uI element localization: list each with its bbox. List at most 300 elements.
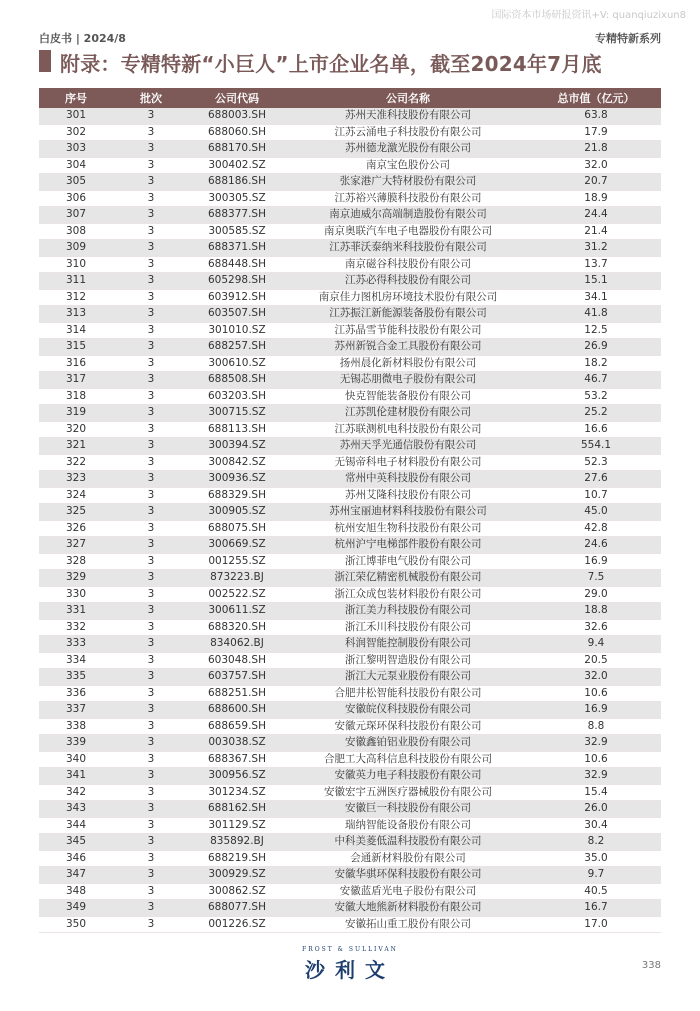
table-row	[39, 190, 661, 207]
cell-code: 688075.SH	[189, 520, 285, 537]
table-row	[39, 636, 661, 653]
cell-company: 常州中英科技股份有限公司	[285, 471, 531, 488]
cell-company: 瑞纳智能设备股份有限公司	[285, 817, 531, 834]
cell-company: 杭州沪宁电梯部件股份有限公司	[285, 537, 531, 554]
cell-batch: 3	[113, 916, 189, 933]
table-row	[39, 702, 661, 719]
cell-market-cap: 27.6	[531, 471, 661, 488]
cell-company: 江苏菲沃泰纳米科技股份有限公司	[285, 240, 531, 257]
cell-company: 合肥工大高科信息科技股份有限公司	[285, 751, 531, 768]
cell-company: 浙江众成包装材料股份有限公司	[285, 586, 531, 603]
table-row	[39, 322, 661, 339]
cell-market-cap: 32.6	[531, 619, 661, 636]
cell-batch: 3	[113, 768, 189, 785]
cell-batch: 3	[113, 454, 189, 471]
cell-batch: 3	[113, 652, 189, 669]
cell-index: 311	[39, 273, 113, 290]
table-row	[39, 751, 661, 768]
cell-batch: 3	[113, 784, 189, 801]
cell-market-cap: 25.2	[531, 405, 661, 422]
cell-batch: 3	[113, 207, 189, 224]
cell-code: 688257.SH	[189, 339, 285, 356]
cell-index: 316	[39, 355, 113, 372]
cell-batch: 3	[113, 520, 189, 537]
cell-batch: 3	[113, 751, 189, 768]
cell-batch: 3	[113, 702, 189, 719]
cell-batch: 3	[113, 256, 189, 273]
cell-market-cap: 10.6	[531, 751, 661, 768]
cell-index: 312	[39, 289, 113, 306]
cell-company: 江苏凯伦建材股份有限公司	[285, 405, 531, 422]
cell-index: 332	[39, 619, 113, 636]
cell-company: 安徽华骐环保科技股份有限公司	[285, 867, 531, 884]
header-doc-info: 白皮书 | 2024/8	[39, 32, 126, 45]
cell-index: 309	[39, 240, 113, 257]
cell-company: 苏州艾隆科技股份有限公司	[285, 487, 531, 504]
cell-code: 688186.SH	[189, 174, 285, 191]
cell-market-cap: 52.3	[531, 454, 661, 471]
cell-index: 337	[39, 702, 113, 719]
table-row	[39, 883, 661, 900]
table-row	[39, 817, 661, 834]
cell-company: 中科美菱低温科技股份有限公司	[285, 834, 531, 851]
cell-index: 342	[39, 784, 113, 801]
table-row	[39, 405, 661, 422]
cell-market-cap: 15.4	[531, 784, 661, 801]
cell-company: 江苏必得科技股份有限公司	[285, 273, 531, 290]
cell-market-cap: 32.0	[531, 157, 661, 174]
cell-company: 江苏联测机电科技股份有限公司	[285, 421, 531, 438]
cell-batch: 3	[113, 570, 189, 587]
cell-company: 无锡帝科电子材料股份有限公司	[285, 454, 531, 471]
table-body	[39, 108, 661, 933]
cell-code: 300585.SZ	[189, 223, 285, 240]
cell-index: 334	[39, 652, 113, 669]
cell-company: 快克智能装备股份有限公司	[285, 388, 531, 405]
cell-market-cap: 7.5	[531, 570, 661, 587]
cell-code: 603507.SH	[189, 306, 285, 323]
cell-code: 300936.SZ	[189, 471, 285, 488]
cell-code: 300611.SZ	[189, 603, 285, 620]
cell-market-cap: 8.2	[531, 834, 661, 851]
cell-market-cap: 31.2	[531, 240, 661, 257]
cell-code: 834062.BJ	[189, 636, 285, 653]
table-row	[39, 339, 661, 356]
table-row	[39, 240, 661, 257]
cell-code: 688371.SH	[189, 240, 285, 257]
cell-company: 南京奥联汽车电子电器股份有限公司	[285, 223, 531, 240]
cell-index: 306	[39, 190, 113, 207]
cell-index: 302	[39, 124, 113, 141]
cell-index: 313	[39, 306, 113, 323]
cell-index: 348	[39, 883, 113, 900]
cell-code: 688659.SH	[189, 718, 285, 735]
cell-index: 305	[39, 174, 113, 191]
cell-market-cap: 13.7	[531, 256, 661, 273]
table-row	[39, 520, 661, 537]
cell-batch: 3	[113, 421, 189, 438]
cell-index: 350	[39, 916, 113, 933]
cell-batch: 3	[113, 603, 189, 620]
cell-index: 303	[39, 141, 113, 158]
company-table	[39, 88, 661, 933]
table-row	[39, 306, 661, 323]
cell-company: 苏州天准科技股份有限公司	[285, 108, 531, 124]
column-header-batch: 批次	[113, 88, 189, 108]
cell-index: 325	[39, 504, 113, 521]
cell-batch: 3	[113, 157, 189, 174]
cell-company: 安徽宏宇五洲医疗器械股份有限公司	[285, 784, 531, 801]
cell-company: 安徽大地熊新材料股份有限公司	[285, 900, 531, 917]
cell-company: 合肥井松智能科技股份有限公司	[285, 685, 531, 702]
table-row	[39, 537, 661, 554]
cell-code: 688251.SH	[189, 685, 285, 702]
cell-index: 343	[39, 801, 113, 818]
cell-batch: 3	[113, 141, 189, 158]
column-header-market-cap: 总市值（亿元）	[531, 88, 661, 108]
table-row	[39, 141, 661, 158]
cell-index: 324	[39, 487, 113, 504]
cell-code: 300305.SZ	[189, 190, 285, 207]
cell-company: 浙江美力科技股份有限公司	[285, 603, 531, 620]
page-title: 附录：专精特新“小巨人”上市企业名单，截至2024年7月底	[60, 52, 602, 76]
cell-code: 301129.SZ	[189, 817, 285, 834]
cell-market-cap: 18.9	[531, 190, 661, 207]
cell-market-cap: 16.9	[531, 702, 661, 719]
cell-batch: 3	[113, 306, 189, 323]
table-row	[39, 768, 661, 785]
table-row	[39, 355, 661, 372]
table-row	[39, 256, 661, 273]
table-row	[39, 108, 661, 124]
cell-company: 安徽鑫铂铝业股份有限公司	[285, 735, 531, 752]
cell-company: 浙江荣亿精密机械股份有限公司	[285, 570, 531, 587]
cell-index: 345	[39, 834, 113, 851]
table-row	[39, 570, 661, 587]
table-row	[39, 784, 661, 801]
watermark-text: 国际资本市场研报资讯+V: quanqiuzixun8	[491, 10, 686, 21]
cell-market-cap: 554.1	[531, 438, 661, 455]
cell-code: 300669.SZ	[189, 537, 285, 554]
cell-company: 无锡芯朋微电子股份有限公司	[285, 372, 531, 389]
cell-code: 688320.SH	[189, 619, 285, 636]
cell-code: 300956.SZ	[189, 768, 285, 785]
cell-market-cap: 16.6	[531, 421, 661, 438]
table-row	[39, 223, 661, 240]
table-row	[39, 916, 661, 933]
cell-index: 308	[39, 223, 113, 240]
cell-market-cap: 32.0	[531, 669, 661, 686]
table-row	[39, 487, 661, 504]
cell-index: 329	[39, 570, 113, 587]
cell-index: 331	[39, 603, 113, 620]
cell-code: 688113.SH	[189, 421, 285, 438]
cell-index: 320	[39, 421, 113, 438]
cell-market-cap: 9.4	[531, 636, 661, 653]
cell-market-cap: 26.0	[531, 801, 661, 818]
cell-batch: 3	[113, 537, 189, 554]
cell-batch: 3	[113, 124, 189, 141]
cell-code: 688162.SH	[189, 801, 285, 818]
table-row	[39, 834, 661, 851]
cell-company: 江苏云涌电子科技股份有限公司	[285, 124, 531, 141]
cell-index: 339	[39, 735, 113, 752]
cell-market-cap: 17.9	[531, 124, 661, 141]
table-row	[39, 454, 661, 471]
table-row	[39, 388, 661, 405]
cell-index: 322	[39, 454, 113, 471]
cell-code: 603912.SH	[189, 289, 285, 306]
cell-company: 安徽英力电子科技股份有限公司	[285, 768, 531, 785]
cell-batch: 3	[113, 735, 189, 752]
cell-company: 张家港广大特材股份有限公司	[285, 174, 531, 191]
cell-batch: 3	[113, 405, 189, 422]
cell-market-cap: 8.8	[531, 718, 661, 735]
cell-batch: 3	[113, 867, 189, 884]
cell-code: 688448.SH	[189, 256, 285, 273]
cell-index: 330	[39, 586, 113, 603]
cell-batch: 3	[113, 322, 189, 339]
cell-index: 344	[39, 817, 113, 834]
cell-market-cap: 18.8	[531, 603, 661, 620]
cell-company: 苏州天孚光通信股份有限公司	[285, 438, 531, 455]
cell-batch: 3	[113, 273, 189, 290]
cell-company: 安徽拓山重工股份有限公司	[285, 916, 531, 933]
cell-index: 326	[39, 520, 113, 537]
cell-company: 扬州晨化新材料股份有限公司	[285, 355, 531, 372]
logo-english-text: FROST & SULLIVAN	[302, 946, 398, 953]
cell-company: 苏州德龙激光股份有限公司	[285, 141, 531, 158]
cell-batch: 3	[113, 817, 189, 834]
page-number: 338	[641, 960, 661, 971]
cell-market-cap: 24.6	[531, 537, 661, 554]
cell-code: 300610.SZ	[189, 355, 285, 372]
logo-chinese-text: 沙利文	[305, 958, 395, 982]
cell-batch: 3	[113, 685, 189, 702]
cell-code: 873223.BJ	[189, 570, 285, 587]
cell-index: 310	[39, 256, 113, 273]
table-row	[39, 553, 661, 570]
cell-code: 300862.SZ	[189, 883, 285, 900]
cell-code: 688329.SH	[189, 487, 285, 504]
cell-code: 603203.SH	[189, 388, 285, 405]
cell-code: 300715.SZ	[189, 405, 285, 422]
cell-index: 327	[39, 537, 113, 554]
cell-index: 328	[39, 553, 113, 570]
cell-batch: 3	[113, 553, 189, 570]
cell-code: 300842.SZ	[189, 454, 285, 471]
table-row	[39, 603, 661, 620]
cell-market-cap: 42.8	[531, 520, 661, 537]
table-row	[39, 504, 661, 521]
table-row	[39, 801, 661, 818]
cell-index: 315	[39, 339, 113, 356]
cell-code: 688003.SH	[189, 108, 285, 124]
cell-index: 314	[39, 322, 113, 339]
cell-company: 苏州新锐合金工具股份有限公司	[285, 339, 531, 356]
cell-batch: 3	[113, 487, 189, 504]
cell-batch: 3	[113, 636, 189, 653]
cell-index: 333	[39, 636, 113, 653]
cell-batch: 3	[113, 190, 189, 207]
cell-batch: 3	[113, 289, 189, 306]
header-series: 专精特新系列	[595, 32, 661, 45]
table-row	[39, 685, 661, 702]
table-row	[39, 735, 661, 752]
cell-index: 304	[39, 157, 113, 174]
table-row	[39, 619, 661, 636]
cell-batch: 3	[113, 900, 189, 917]
cell-company: 南京迪威尔高端制造股份有限公司	[285, 207, 531, 224]
cell-company: 浙江大元泵业股份有限公司	[285, 669, 531, 686]
cell-code: 688600.SH	[189, 702, 285, 719]
cell-company: 科润智能控制股份有限公司	[285, 636, 531, 653]
table-row	[39, 207, 661, 224]
cell-batch: 3	[113, 223, 189, 240]
cell-code: 688377.SH	[189, 207, 285, 224]
frost-sullivan-logo	[0, 946, 700, 983]
cell-company: 浙江黎明智造股份有限公司	[285, 652, 531, 669]
cell-market-cap: 10.6	[531, 685, 661, 702]
cell-code: 688060.SH	[189, 124, 285, 141]
cell-index: 336	[39, 685, 113, 702]
cell-code: 300394.SZ	[189, 438, 285, 455]
cell-company: 安徽巨一科技股份有限公司	[285, 801, 531, 818]
cell-code: 603048.SH	[189, 652, 285, 669]
cell-company: 浙江禾川科技股份有限公司	[285, 619, 531, 636]
cell-company: 安徽皖仪科技股份有限公司	[285, 702, 531, 719]
cell-code: 300929.SZ	[189, 867, 285, 884]
table-header-row	[39, 88, 661, 108]
cell-market-cap: 45.0	[531, 504, 661, 521]
cell-company: 南京宝色股份公司	[285, 157, 531, 174]
cell-market-cap: 12.5	[531, 322, 661, 339]
table-row	[39, 289, 661, 306]
cell-company: 苏州宝丽迪材料科技股份有限公司	[285, 504, 531, 521]
cell-batch: 3	[113, 801, 189, 818]
table-row	[39, 652, 661, 669]
cell-batch: 3	[113, 438, 189, 455]
cell-market-cap: 16.9	[531, 553, 661, 570]
cell-index: 318	[39, 388, 113, 405]
cell-code: 688508.SH	[189, 372, 285, 389]
cell-company: 江苏振江新能源装备股份有限公司	[285, 306, 531, 323]
table-row	[39, 372, 661, 389]
cell-market-cap: 26.9	[531, 339, 661, 356]
table-row	[39, 174, 661, 191]
cell-code: 300402.SZ	[189, 157, 285, 174]
cell-index: 307	[39, 207, 113, 224]
cell-market-cap: 53.2	[531, 388, 661, 405]
table-row	[39, 669, 661, 686]
cell-batch: 3	[113, 108, 189, 124]
cell-batch: 3	[113, 883, 189, 900]
column-header-code: 公司代码	[189, 88, 285, 108]
cell-company: 南京佳力图机房环境技术股份有限公司	[285, 289, 531, 306]
cell-company: 安徽蓝盾光电子股份有限公司	[285, 883, 531, 900]
cell-batch: 3	[113, 850, 189, 867]
cell-code: 603757.SH	[189, 669, 285, 686]
cell-code: 605298.SH	[189, 273, 285, 290]
cell-market-cap: 15.1	[531, 273, 661, 290]
cell-code: 688170.SH	[189, 141, 285, 158]
cell-index: 319	[39, 405, 113, 422]
cell-market-cap: 63.8	[531, 108, 661, 124]
cell-index: 346	[39, 850, 113, 867]
cell-batch: 3	[113, 471, 189, 488]
cell-index: 335	[39, 669, 113, 686]
cell-index: 301	[39, 108, 113, 124]
cell-market-cap: 34.1	[531, 289, 661, 306]
cell-index: 347	[39, 867, 113, 884]
cell-batch: 3	[113, 339, 189, 356]
cell-company: 江苏裕兴薄膜科技股份有限公司	[285, 190, 531, 207]
cell-batch: 3	[113, 240, 189, 257]
cell-company: 安徽元琛环保科技股份有限公司	[285, 718, 531, 735]
cell-index: 349	[39, 900, 113, 917]
cell-market-cap: 16.7	[531, 900, 661, 917]
cell-index: 317	[39, 372, 113, 389]
cell-company: 会通新材料股份有限公司	[285, 850, 531, 867]
cell-batch: 3	[113, 504, 189, 521]
cell-code: 688367.SH	[189, 751, 285, 768]
cell-market-cap: 20.5	[531, 652, 661, 669]
cell-market-cap: 24.4	[531, 207, 661, 224]
cell-batch: 3	[113, 355, 189, 372]
cell-market-cap: 46.7	[531, 372, 661, 389]
table-row	[39, 157, 661, 174]
cell-code: 002522.SZ	[189, 586, 285, 603]
cell-code: 003038.SZ	[189, 735, 285, 752]
cell-index: 321	[39, 438, 113, 455]
cell-market-cap: 20.7	[531, 174, 661, 191]
cell-company: 南京磁谷科技股份有限公司	[285, 256, 531, 273]
cell-index: 341	[39, 768, 113, 785]
cell-market-cap: 21.8	[531, 141, 661, 158]
cell-market-cap: 21.4	[531, 223, 661, 240]
cell-company: 江苏晶雪节能科技股份有限公司	[285, 322, 531, 339]
cell-market-cap: 30.4	[531, 817, 661, 834]
cell-market-cap: 17.0	[531, 916, 661, 933]
cell-market-cap: 32.9	[531, 735, 661, 752]
cell-code: 001226.SZ	[189, 916, 285, 933]
cell-batch: 3	[113, 834, 189, 851]
cell-batch: 3	[113, 586, 189, 603]
cell-company: 浙江博菲电气股份有限公司	[285, 553, 531, 570]
cell-batch: 3	[113, 372, 189, 389]
cell-code: 835892.BJ	[189, 834, 285, 851]
cell-market-cap: 29.0	[531, 586, 661, 603]
cell-batch: 3	[113, 619, 189, 636]
cell-market-cap: 40.5	[531, 883, 661, 900]
table-row	[39, 718, 661, 735]
cell-code: 300905.SZ	[189, 504, 285, 521]
cell-code: 301010.SZ	[189, 322, 285, 339]
cell-code: 001255.SZ	[189, 553, 285, 570]
table-row	[39, 867, 661, 884]
title-accent-bar	[39, 50, 51, 72]
cell-code: 301234.SZ	[189, 784, 285, 801]
cell-market-cap: 18.2	[531, 355, 661, 372]
table-row	[39, 471, 661, 488]
cell-code: 688219.SH	[189, 850, 285, 867]
cell-index: 340	[39, 751, 113, 768]
table-row	[39, 586, 661, 603]
cell-batch: 3	[113, 669, 189, 686]
table-row	[39, 438, 661, 455]
cell-index: 338	[39, 718, 113, 735]
cell-market-cap: 9.7	[531, 867, 661, 884]
